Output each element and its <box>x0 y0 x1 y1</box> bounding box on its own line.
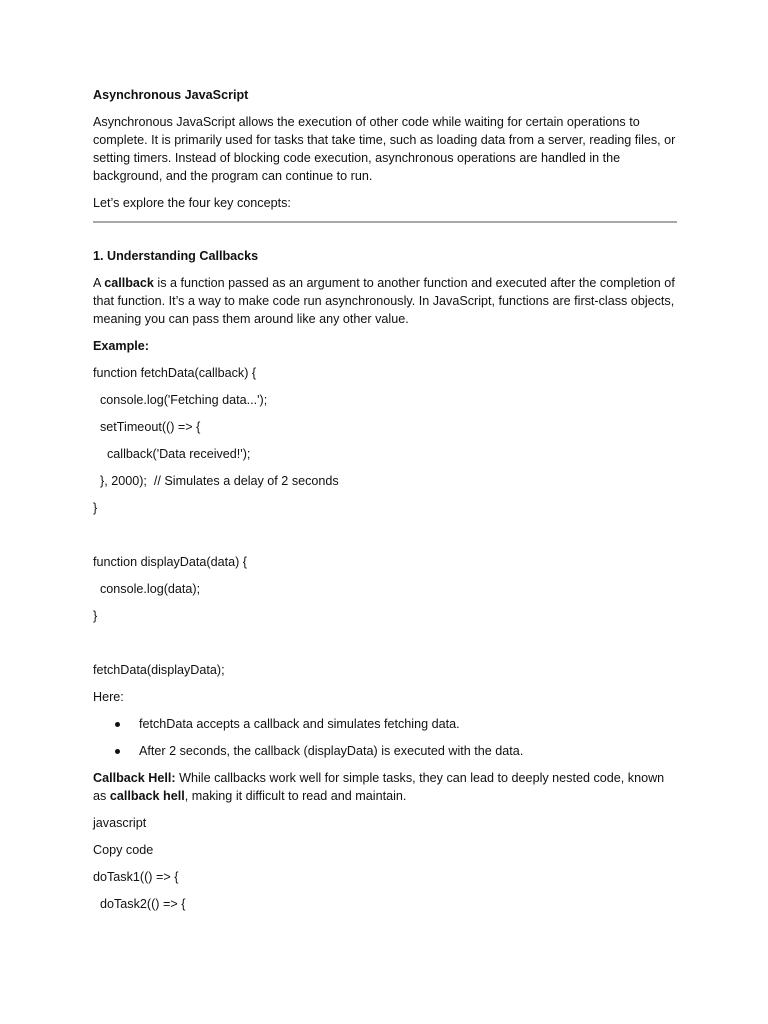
copy-code-label: Copy code <box>93 843 154 857</box>
list-item-text: fetchData accepts a callback and simulates fetching data. <box>139 717 460 731</box>
code-line: function fetchData(callback) { <box>93 366 257 380</box>
code-line: fetchData(displayData); <box>93 663 225 677</box>
text-run: While callbacks work well for simple tasks, they can lead to deeply nested code, known as <box>93 771 668 803</box>
bullet-icon <box>115 722 120 727</box>
bullet-list <box>93 715 677 760</box>
bullet-icon <box>115 749 120 754</box>
code-language-label: javascript <box>93 816 147 830</box>
spacer <box>93 223 677 247</box>
code-line: } <box>93 501 98 515</box>
document-title: Asynchronous JavaScript <box>93 88 249 102</box>
code-line: } <box>93 609 98 623</box>
list-item <box>93 715 677 733</box>
code-line: callback('Data received!'); <box>93 447 251 461</box>
blank-line <box>93 634 677 652</box>
bold-term-callback: callback <box>104 276 154 290</box>
text-run: A <box>93 276 105 290</box>
callback-hell-label: Callback Hell: <box>93 771 176 785</box>
example-label: Example: <box>93 339 149 353</box>
text-run: , making it difficult to read and maintain. <box>184 789 407 803</box>
code-line: function displayData(data) { <box>93 555 248 569</box>
here-label: Here: <box>93 690 124 704</box>
document-body <box>93 86 677 922</box>
intro-paragraph: Asynchronous JavaScript allows the execution of other code while waiting for certain operations to complete. It is primarily used for tasks that take time, such as loading data from a server, reading files, or setting timers. Instead of blocking code execution, asynchronous operations are handled in the background, and the program can continue to run. <box>93 115 679 183</box>
code-line: doTask2(() => { <box>93 897 186 911</box>
code-line: console.log('Fetching data...'); <box>93 393 268 407</box>
section-heading: 1. Understanding Callbacks <box>93 249 259 263</box>
list-item-text: After 2 seconds, the callback (displayData) is executed with the data. <box>139 744 524 758</box>
bold-term-callback-hell: callback hell <box>109 789 185 803</box>
callback-hell-paragraph <box>93 769 677 805</box>
callback-definition-paragraph <box>93 274 677 328</box>
blank-line <box>93 526 677 544</box>
code-line: }, 2000); // Simulates a delay of 2 seconds <box>93 474 339 488</box>
text-run: is a function passed as an argument to another function and executed after the completion of that function. It’s a way to make code run asynchronously. In JavaScript, functions are first-class objects, meaning you can pass them around like any other value. <box>93 276 679 326</box>
list-item <box>93 742 677 760</box>
code-line: setTimeout(() => { <box>93 420 201 434</box>
code-line: console.log(data); <box>93 582 201 596</box>
explore-paragraph: Let’s explore the four key concepts: <box>93 196 291 210</box>
code-line: doTask1(() => { <box>93 870 179 884</box>
